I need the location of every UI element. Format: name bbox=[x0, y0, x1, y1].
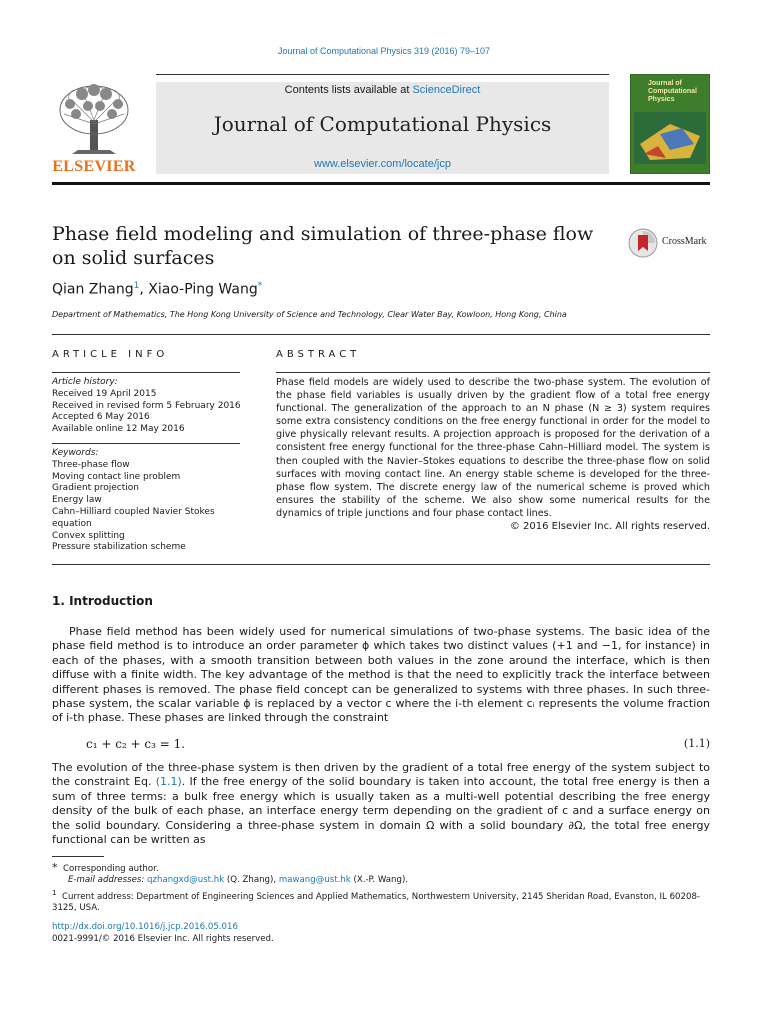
footnote-current-address bbox=[52, 887, 710, 914]
email-label: E-mail addresses: bbox=[68, 875, 145, 885]
keywords-label: Keywords: bbox=[52, 448, 99, 458]
article-info-heading: ARTICLE INFO bbox=[52, 349, 169, 360]
equation-number: (1.1) bbox=[683, 737, 710, 750]
article-history bbox=[52, 377, 242, 436]
sciencedirect-link[interactable]: ScienceDirect bbox=[412, 84, 481, 96]
keyword-item: Moving contact line problem bbox=[52, 471, 181, 482]
journal-citation[interactable]: Journal of Computational Physics 319 (2016) 79–107 bbox=[277, 46, 491, 56]
history-label: Article history: bbox=[52, 377, 118, 387]
intro-paragraph-2 bbox=[52, 761, 710, 847]
author-footnote-mark[interactable]: * bbox=[257, 281, 263, 291]
equation-reference-link[interactable]: (1.1) bbox=[155, 775, 182, 789]
author-list bbox=[52, 281, 262, 298]
header-thick-rule bbox=[52, 182, 710, 185]
address-text: Current address: Department of Engineering Sciences and Applied Mathematics, Northwestern University, 2145 Sheridan Road, Evanston, IL 60208-3125, USA. bbox=[52, 891, 701, 913]
keyword-item: Convex splitting bbox=[52, 530, 125, 541]
email-link[interactable]: qzhangxd@ust.hk bbox=[147, 875, 225, 885]
email-owner: (Q. Zhang), bbox=[224, 875, 279, 885]
keyword-item: Gradient projection bbox=[52, 483, 139, 494]
author-footnote-mark[interactable]: 1 bbox=[133, 281, 140, 291]
author-name[interactable]: Qian Zhang bbox=[52, 281, 134, 298]
author-affiliation: Department of Mathematics, The Hong Kong University of Science and Technology, Clear Water Bay, Kowloon, Hong Kong, China bbox=[52, 310, 567, 319]
footnote-rule bbox=[52, 856, 104, 857]
equation-1-1: c₁ + c₂ + c₃ = 1. bbox=[86, 737, 186, 751]
paper-title: Phase field modeling and simulation of three-phase flow on solid surfaces bbox=[52, 223, 594, 269]
history-item: Received in revised form 5 February 2016 bbox=[52, 400, 241, 411]
section-rule bbox=[52, 334, 710, 335]
journal-cover-image bbox=[630, 74, 710, 174]
journal-url-link[interactable]: www.elsevier.com/locate/jcp bbox=[314, 158, 451, 170]
contents-prefix: Contents lists available at bbox=[284, 84, 413, 96]
cover-title: Journal of Computational Physics bbox=[648, 80, 697, 103]
paragraph-text: . If the free energy of the solid boundary is taken into account, the total free energy is then a sum of three terms: a bulk free energy which is usually taken as a multi-well potential describing the free energy density of the bulk of each phase, an interface energy term depending on the gradient of c and a surface energy on the solid boundary. Considering a three-phase system in domain Ω with a solid boundary ∂Ω, the total free energy functional can be written as bbox=[52, 775, 710, 847]
footnote-emails bbox=[68, 875, 726, 886]
history-item: Accepted 6 May 2016 bbox=[52, 412, 150, 423]
contents-line bbox=[156, 84, 609, 96]
doi-link[interactable]: http://dx.doi.org/10.1016/j.jcp.2016.05.016 bbox=[52, 922, 238, 932]
email-link[interactable]: mawang@ust.hk bbox=[278, 875, 351, 885]
journal-banner bbox=[156, 82, 609, 174]
keyword-item: Pressure stabilization scheme bbox=[52, 542, 186, 553]
abstract-rule bbox=[276, 372, 710, 373]
intro-paragraph: Phase field method has been widely used for numerical simulations of two-phase systems. The basic idea of the phase field method is to introduce an order parameter ϕ which takes two distinct values (+1 and −1, for instance) in each of the phases, with a smooth transition between both values in the zone around the interface, which is then diffuse with a finite width. The key advantage of the method is that the need to explicitly track the interface between different phases is removed. The phase field concept can be generalized to systems with three phases. In such three-phase system, the scalar variable ϕ is replaced by a vector c where the i-th element cᵢ represents the volume fraction of i-th phase. These phases are linked through the constraint bbox=[52, 625, 710, 725]
publisher-logo-text: ELSEVIER bbox=[52, 158, 136, 175]
history-item: Received 19 April 2015 bbox=[52, 388, 157, 399]
author-separator: , bbox=[139, 281, 149, 298]
info-rule bbox=[52, 372, 240, 373]
keyword-item: Three-phase flow bbox=[52, 459, 130, 470]
corresponding-mark: * bbox=[52, 861, 58, 874]
email-owner: (X.-P. Wang). bbox=[350, 875, 409, 885]
issn-line: 0021-9991/© 2016 Elsevier Inc. All rights reserved. bbox=[52, 934, 274, 944]
footnote-number: 1 bbox=[52, 888, 57, 897]
paragraph-text: The evolution of the three-phase system is then driven by the gradient of a total free energy of the system subject to the constraint Eq. bbox=[52, 761, 710, 789]
info-rule bbox=[52, 443, 240, 444]
journal-title: Journal of Computational Physics bbox=[213, 112, 552, 136]
keyword-item: Cahn–Hilliard coupled Navier Stokes equation bbox=[52, 506, 215, 529]
section-rule bbox=[52, 564, 710, 565]
history-item: Available online 12 May 2016 bbox=[52, 424, 185, 435]
abstract-copyright: © 2016 Elsevier Inc. All rights reserved. bbox=[509, 521, 710, 532]
footnote-corresponding bbox=[52, 862, 710, 875]
author-name[interactable]: Xiao-Ping Wang bbox=[148, 281, 258, 298]
header-rule bbox=[156, 74, 609, 75]
section-heading-introduction: 1. Introduction bbox=[52, 594, 153, 608]
corresponding-text: Corresponding author. bbox=[62, 864, 159, 874]
crossmark-label[interactable]: CrossMark bbox=[662, 236, 707, 247]
abstract-text: Phase field models are widely used to describe the two-phase system. The evolution of the phase field variables is usually driven by the gradient flow of a total free energy functional. The generalization of the approach to an N phase (N ≥ 3) system requires some extra consistency conditions on the free energy functional in order for the model to give physically relevant results. A projection approach is proposed for the derivation of a consistent free energy functional for the three-phase Cahn–Hilliard model. The system is then coupled with the Navier–Stokes equations to describe the three-phase flow on solid surfaces with moving contact line. An energy stable scheme is developed for the three-phase flow system. The discrete energy law of the numerical scheme is proved which ensures the stability of the scheme. We also show some numerical results for the dynamics of triple junctions and four phase contact lines. bbox=[276, 377, 710, 519]
crossmark-icon[interactable] bbox=[628, 228, 658, 258]
keywords-list bbox=[52, 448, 242, 554]
keyword-item: Energy law bbox=[52, 495, 102, 506]
abstract-heading: ABSTRACT bbox=[276, 349, 361, 360]
